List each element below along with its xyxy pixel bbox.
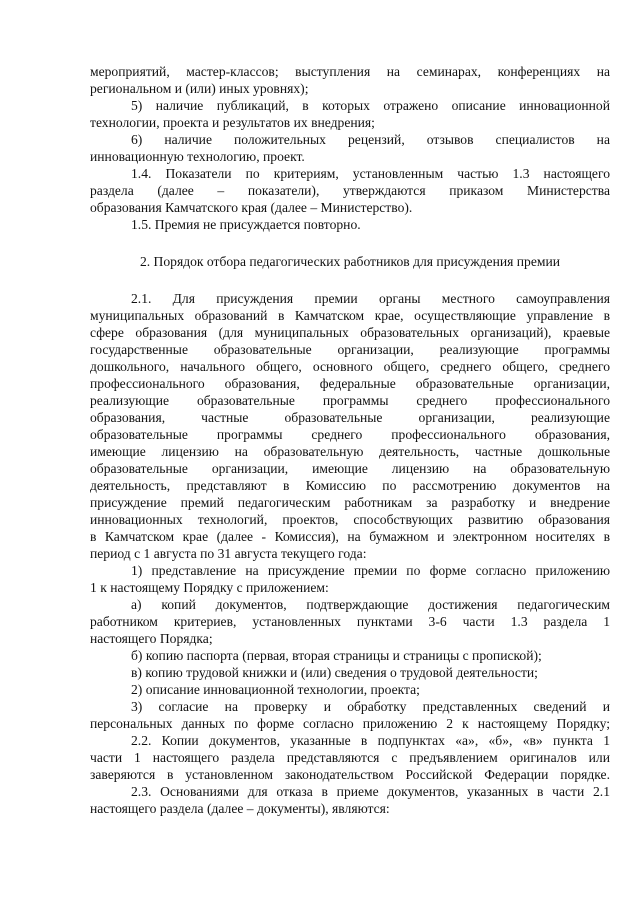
text-line: раздела (далее – показатели), утверждаются приказом Министерства bbox=[90, 183, 610, 198]
text-line: 1.4. Показатели по критериям, установленным частью 1.3 настоящего bbox=[131, 166, 610, 181]
text-line: инновационных технологий, проектов, способствующих развитию образования bbox=[90, 512, 610, 527]
text-line: образования, частные образовательные организации, реализующие bbox=[90, 410, 610, 425]
text-line: 3) согласие на проверку и обработку представленных сведений и bbox=[131, 699, 610, 714]
text-line: имеющие лицензию на образовательную деятельность, частные дошкольные bbox=[90, 444, 610, 459]
text-line: образовательные организации, имеющие лицензию на образовательную bbox=[90, 461, 610, 476]
text-line: мероприятий, мастер-классов; выступления на семинарах, конференциях на bbox=[90, 64, 610, 79]
text-line: инновационную технологию, проект. bbox=[90, 149, 305, 164]
text-line: а) копий документов, подтверждающие достижения педагогическим bbox=[131, 597, 610, 612]
text-line: б) копию паспорта (первая, вторая страницы и страницы с пропиской); bbox=[131, 648, 542, 663]
text-line: реализующие образовательные программы среднего профессионального bbox=[90, 393, 610, 408]
text-line: 1.5. Премия не присуждается повторно. bbox=[131, 217, 361, 232]
text-line: 2.2. Копии документов, указанные в подпунктах «а», «б», «в» пункта 1 bbox=[131, 733, 610, 748]
text-line: персональных данных по форме согласно приложению 2 к настоящему Порядку; bbox=[90, 716, 610, 731]
text-line: настоящего Порядка; bbox=[90, 631, 213, 646]
text-line: части 1 настоящего раздела представляются с предъявлением оригиналов или bbox=[90, 750, 610, 765]
text-line: технологии, проекта и результатов их внедрения; bbox=[90, 115, 375, 130]
text-line: 2.3. Основаниями для отказа в приеме документов, указанных в части 2.1 bbox=[131, 784, 610, 799]
text-line: образования Камчатского края (далее – Министерство). bbox=[90, 200, 413, 215]
text-line: профессионального образования, федеральные образовательные организации, bbox=[90, 376, 610, 391]
text-line: дошкольного, начального общего, основного общего, среднего общего, среднего bbox=[90, 359, 610, 374]
text-line: сфере образования (для муниципальных образовательных организаций), краевые bbox=[90, 325, 610, 340]
text-line: 2.1. Для присуждения премии органы местного самоуправления bbox=[131, 291, 610, 306]
text-line: период с 1 августа по 31 августа текущего года: bbox=[90, 546, 367, 561]
text-line: работником критериев, установленных пунктами 3-6 части 1.3 раздела 1 bbox=[90, 614, 610, 629]
text-line: 5) наличие публикаций, в которых отражено описание инновационной bbox=[131, 98, 610, 113]
text-line: присуждение премий педагогическим работникам за разработку и внедрение bbox=[90, 495, 610, 510]
text-line: муниципальных образований в Камчатском крае, осуществляющие управление в bbox=[90, 308, 610, 323]
text-line: образовательные программы среднего профессионального образования, bbox=[90, 427, 610, 442]
text-line: 1) представление на присуждение премии по форме согласно приложению bbox=[131, 563, 610, 578]
text-line: региональном и (или) иных уровнях); bbox=[90, 81, 309, 96]
text-line: 6) наличие положительных рецензий, отзывов специалистов на bbox=[131, 132, 610, 147]
text-line: государственные образовательные организации, реализующие программы bbox=[90, 342, 610, 357]
text-line: деятельность, представляют в Комиссию по рассмотрению документов на bbox=[90, 478, 610, 493]
text-line: заверяются в установленном законодательством Российской Федерации порядке. bbox=[90, 767, 610, 782]
text-line: 2) описание инновационной технологии, проекта; bbox=[131, 682, 420, 697]
section-heading: 2. Порядок отбора педагогических работников для присуждения премии bbox=[139, 254, 561, 269]
text-line: в Камчатском крае (далее - Комиссия), на бумажном и электронном носителях в bbox=[90, 529, 610, 544]
text-line: настоящего раздела (далее – документы), являются: bbox=[90, 801, 390, 816]
text-line: 1 к настоящему Порядку с приложением: bbox=[90, 580, 329, 595]
text-line: в) копию трудовой книжки и (или) сведения о трудовой деятельности; bbox=[131, 665, 538, 680]
